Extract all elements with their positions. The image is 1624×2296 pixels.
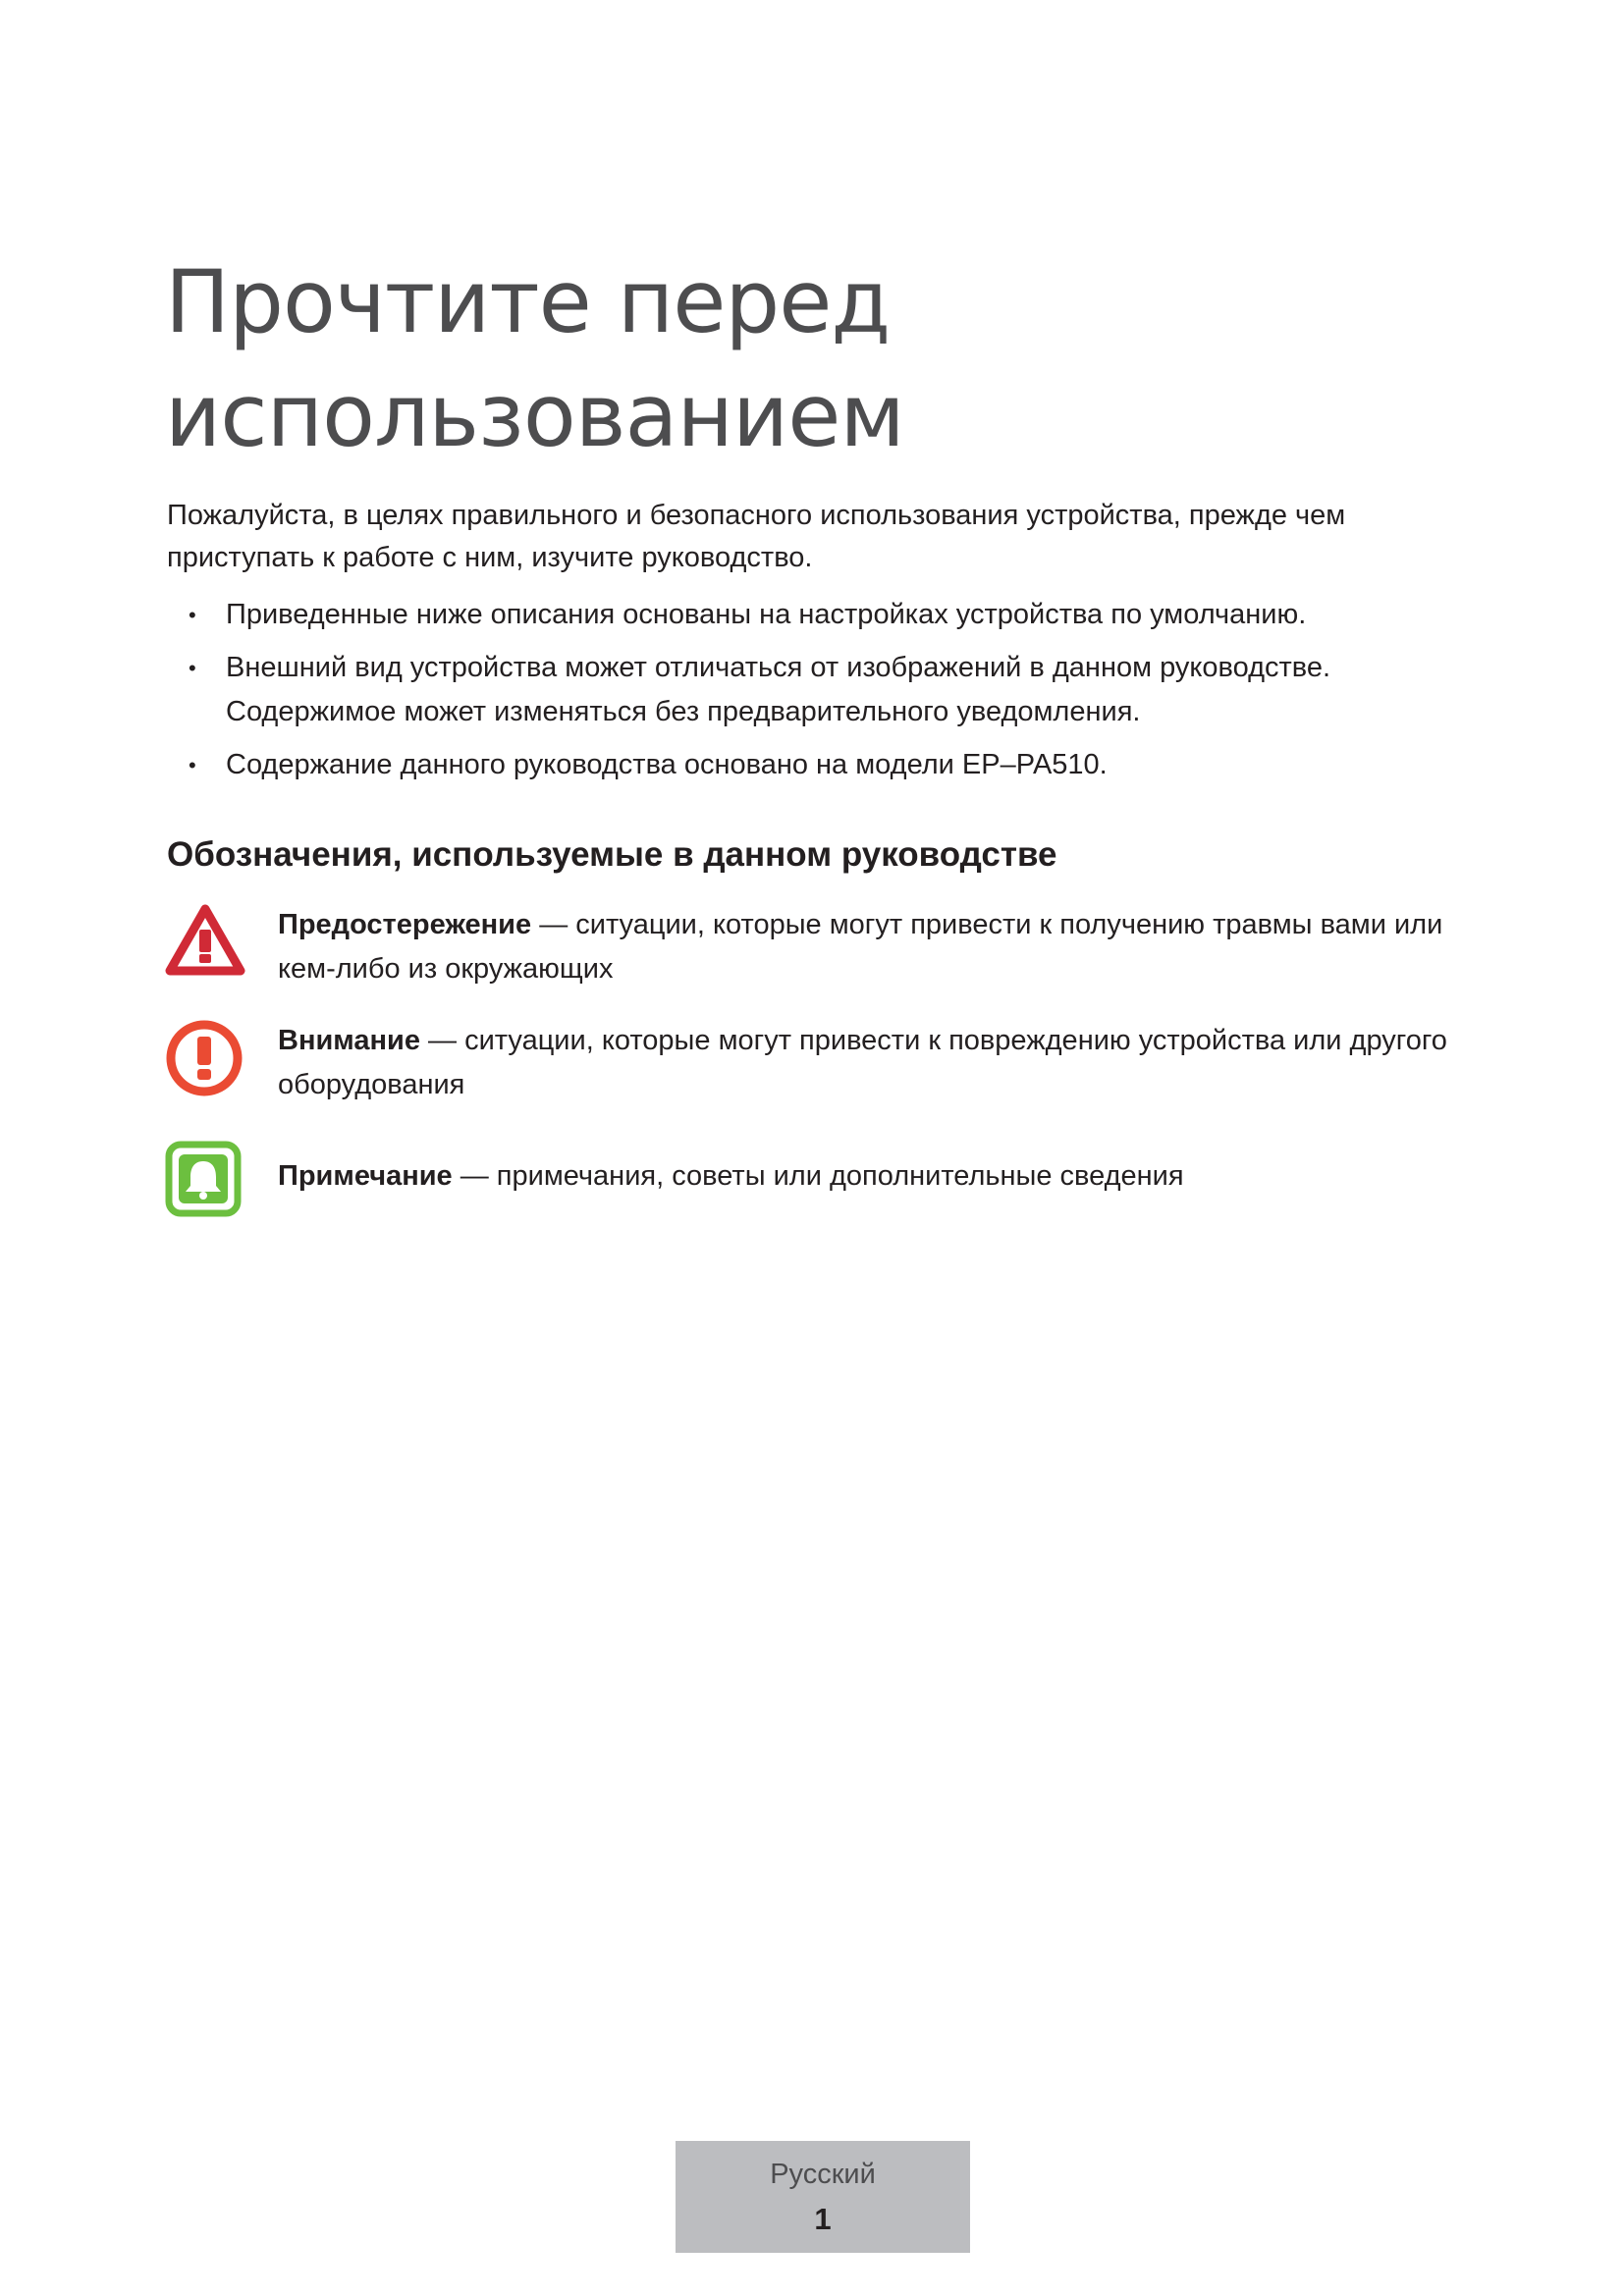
section-title: Обозначения, используемые в данном руководстве bbox=[167, 835, 1057, 874]
caution-exclamation-icon bbox=[165, 1019, 244, 1102]
notice-warning bbox=[165, 903, 1471, 991]
bullet-item bbox=[167, 593, 1463, 637]
notice-warning-text bbox=[278, 903, 1471, 991]
bullet-text: Приведенные ниже описания основаны на настройках устройства по умолчанию. bbox=[226, 599, 1307, 630]
bullet-item bbox=[167, 646, 1463, 734]
notice-term: Примечание bbox=[278, 1160, 453, 1192]
notice-note-text bbox=[278, 1141, 1471, 1199]
notice-description: — примечания, советы или дополнительные сведения bbox=[452, 1160, 1184, 1192]
bullet-dot: • bbox=[189, 753, 196, 777]
page-title-line-1: Прочтите перед bbox=[165, 251, 891, 352]
bullet-text: Содержание данного руководства основано на модели EP–PA510. bbox=[226, 749, 1108, 780]
page-footer bbox=[676, 2141, 970, 2253]
notice-description: — ситуации, которые могут привести к повреждению устройства или другого оборудования bbox=[278, 1025, 1447, 1100]
notice-description: — ситуации, которые могут привести к получению травмы вами или кем-либо из окружающих bbox=[278, 909, 1443, 985]
bullet-dot: • bbox=[189, 603, 196, 627]
intro-paragraph: Пожалуйста, в целях правильного и безопасного использования устройства, прежде чем приступать к работе с ним, изучите руководство. bbox=[167, 500, 1346, 573]
notice-note bbox=[165, 1141, 1471, 1199]
note-bell-icon bbox=[165, 1141, 242, 1222]
page-title-line-2: использованием bbox=[165, 365, 904, 466]
page-title bbox=[165, 245, 904, 473]
notice-caution bbox=[165, 1019, 1471, 1107]
notice-caution-text bbox=[278, 1019, 1471, 1107]
bullet-item bbox=[167, 743, 1463, 787]
notice-term: Внимание bbox=[278, 1025, 420, 1056]
page-number: 1 bbox=[814, 2202, 832, 2236]
bullet-dot: • bbox=[189, 656, 196, 680]
warning-triangle-icon bbox=[165, 903, 245, 983]
bullet-list bbox=[167, 593, 1463, 796]
bullet-text: Внешний вид устройства может отличаться от изображений в данном руководстве. Содержимое может изменяться без предварительного уведомления. bbox=[226, 652, 1331, 727]
notice-term: Предостережение bbox=[278, 909, 532, 940]
footer-language: Русский bbox=[770, 2159, 876, 2190]
